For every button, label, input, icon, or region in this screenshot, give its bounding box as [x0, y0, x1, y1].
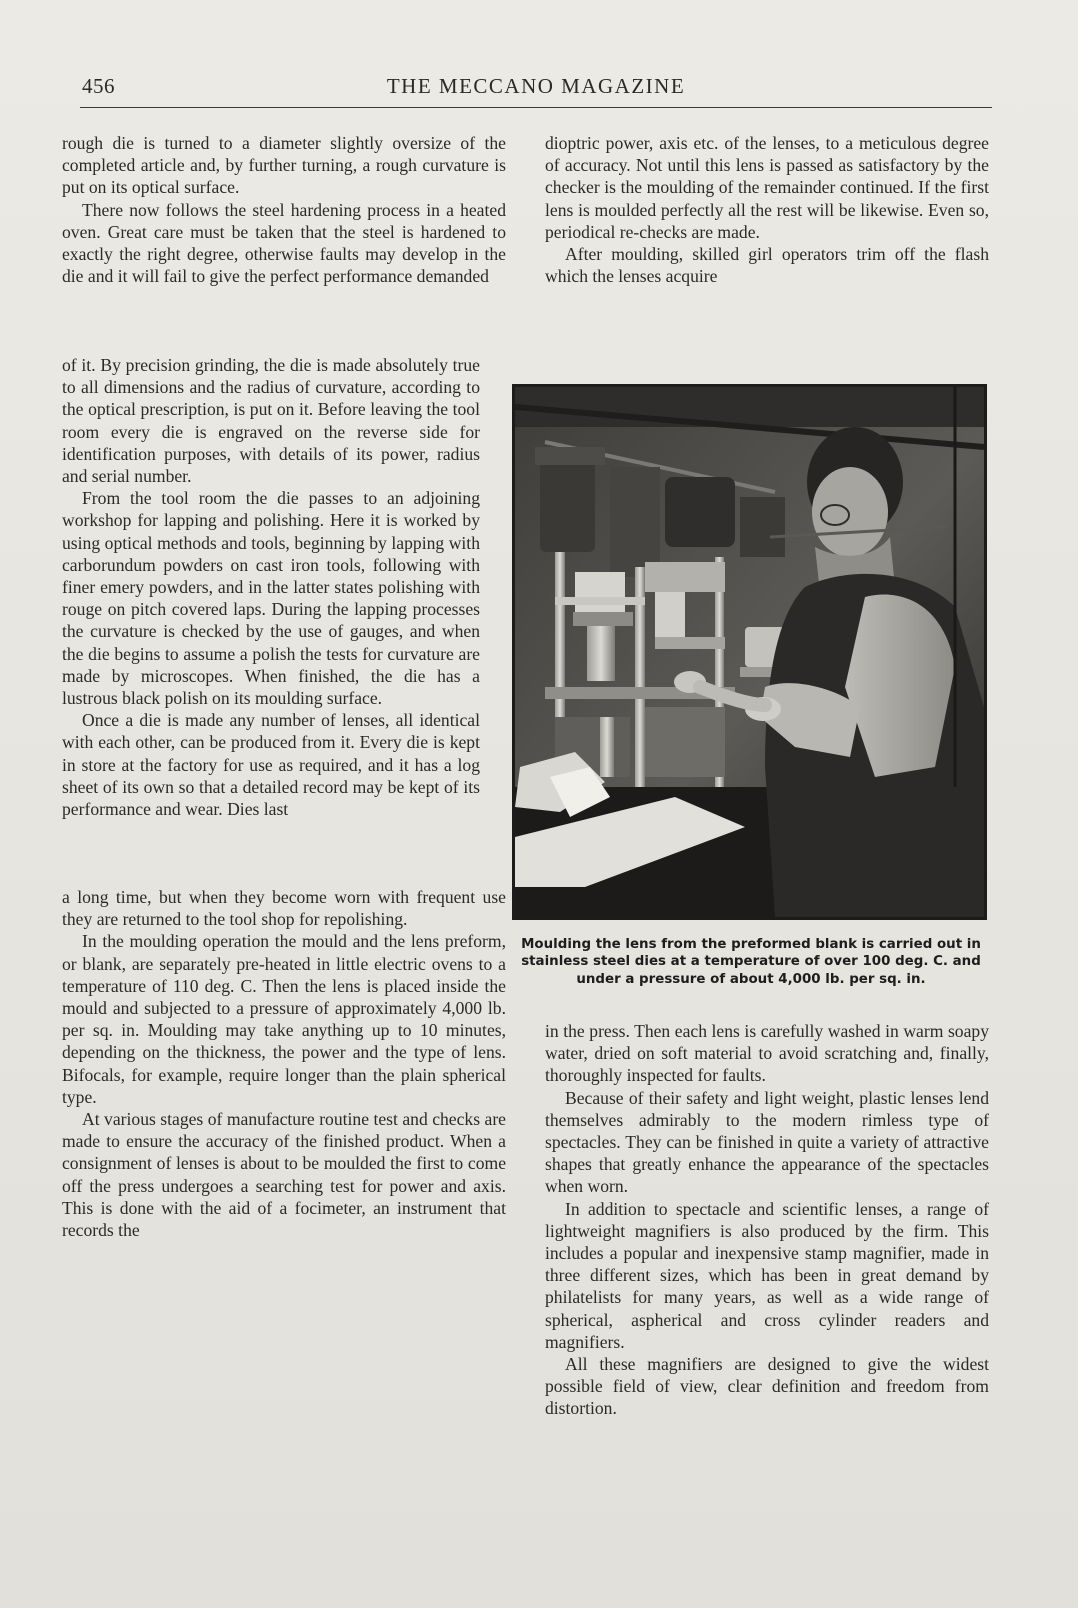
- magazine-title: THE MECCANO MAGAZINE: [386, 74, 686, 98]
- paragraph: There now follows the steel hardening process in a heated oven. Great care must be taken that the steel is hardened to exactly the right degree, otherwise faults may develop in the die and it will fail to give the perfect performance demanded: [62, 199, 506, 287]
- right-column-bottom: [545, 1020, 989, 1420]
- paragraph: From the tool room the die passes to an adjoining workshop for lapping and polishing. Here it is worked by using optical methods and tools, beginning by lapping with carborundum powders on cast iron tools, following with finer emery powders, and in the latter states polishing with rouge on pitch covered laps. During the lapping processes the curvature is checked by the use of gauges, and when the die begins to assume a polish the tests for curvature are made by microscopes. When finished, the die has a lustrous black polish on its moulding surface.: [62, 488, 480, 709]
- photo-illustration: [515, 387, 984, 917]
- paragraph: After moulding, skilled girl operators trim off the flash which the lenses acquire: [545, 244, 989, 287]
- left-column-bottom: [62, 886, 506, 1241]
- page-header: [80, 74, 992, 102]
- right-column-top: [545, 132, 989, 287]
- paragraph: In addition to spectacle and scientific lenses, a range of lightweight magnifiers is also produced by the firm. This includes a popular and inexpensive stamp magnifier, made in three different sizes, which has been in great demand by philatelists for many years, as well as a wide range of spherical, aspherical and cross cylinder readers and magnifiers.: [545, 1198, 989, 1352]
- left-column-middle: [62, 354, 480, 820]
- paragraph: In the moulding operation the mould and the lens preform, or blank, are separately pre-heated in little electric ovens to a temperature of 110 deg. C. Then the lens is placed inside the mould and subjected to a pressure of approximately 4,000 lb. per sq. in. Moulding may take anything up to 10 minutes, depending on the thickness, the power and the type of lens. Bifocals, for example, require longer than the plain spherical type.: [62, 931, 506, 1107]
- left-column-top: [62, 132, 506, 287]
- paragraph: a long time, but when they become worn with frequent use they are returned to the tool shop for repolishing.: [62, 887, 506, 930]
- factory-photo: [512, 384, 987, 920]
- header-rule: [80, 107, 992, 108]
- page-number: 456: [82, 74, 115, 98]
- paragraph: rough die is turned to a diameter slightly oversize of the completed article and, by further turning, a rough curvature is put on its optical surface.: [62, 133, 506, 198]
- photo-caption: Moulding the lens from the preformed blank is carried out in stainless steel dies at a temperature of over 100 deg. C. and under a pressure of about 4,000 lb. per sq. in.: [521, 937, 981, 987]
- paragraph: All these magnifiers are designed to give the widest possible field of view, clear definition and freedom from distortion.: [545, 1354, 989, 1419]
- paragraph: At various stages of manufacture routine test and checks are made to ensure the accuracy of the finished product. When a consignment of lenses is about to be moulded the first to come off the press undergoes a searching test for power and axis. This is done with the aid of a focimeter, an instrument that records the: [62, 1109, 506, 1241]
- paragraph: dioptric power, axis etc. of the lenses, to a meticulous degree of accuracy. Not until this lens is passed as satisfactory by the checker is the moulding of the remainder continued. If the first lens is moulded perfectly all the rest will be likewise. Even so, periodical re-checks are made.: [545, 133, 989, 242]
- paragraph: in the press. Then each lens is carefully washed in warm soapy water, dried on soft material to avoid scratching and, finally, thoroughly inspected for faults.: [545, 1021, 989, 1086]
- paragraph: Once a die is made any number of lenses, all identical with each other, can be produced from it. Every die is kept in store at the factory for use as required, and it has a log sheet of its own so that a detailed record may be kept of its performance and wear. Dies last: [62, 710, 480, 820]
- paragraph: Because of their safety and light weight, plastic lenses lend themselves admirably to the modern rimless type of spectacles. They can be finished in quite a variety of attractive shapes that greatly enhance the appearance of the spectacles when worn.: [545, 1087, 989, 1197]
- paragraph: of it. By precision grinding, the die is made absolutely true to all dimensions and the radius of curvature, according to the optical prescription, is put on it. Before leaving the tool room every die is engraved on the reverse side for identification purposes, with details of its power, radius and serial number.: [62, 355, 480, 487]
